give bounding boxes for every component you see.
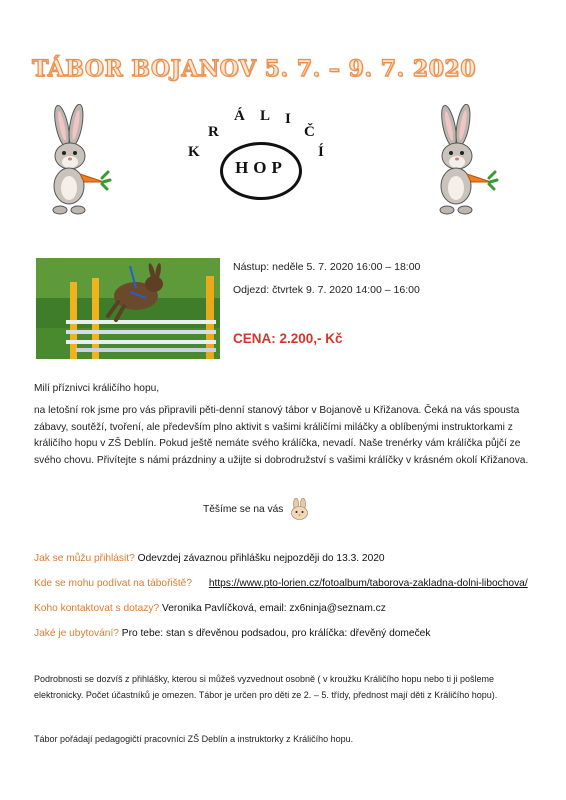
letter-paragraph: na letošní rok jsme pro vás připravili pěti-denní stanový tábor v Bojanově u Křižanova. Čeká na vás spousta zábavy, soutěží, tvoření, ale především plno aktivit s vašimi králičími miláčky a oblíbenými instruktorkami z králičího hopu v ZŠ Deblín. Pokud ještě nemáte svého králíčka, nevadí. Naše trenérky vám králíčka půjčí ze svého chovu. Přivítejte s námi prázdniny a užijte si dobrodružství s vašimi králíčky v krásném okolí Křižanova.	[34, 405, 529, 466]
letter-closing	[203, 498, 313, 520]
logo-letter: Á	[234, 108, 245, 124]
campsite-link[interactable]: https://www.pto-lorien.cz/fotoalbum/taborova-zakladna-dolni-libochova/	[208, 578, 528, 589]
arrival-info: Nástup: neděle 5. 7. 2020 16:00 – 18:00	[233, 261, 421, 273]
faq-item	[34, 628, 430, 639]
rabbit-jumping-photo	[36, 258, 220, 359]
logo-letter: I	[285, 111, 291, 127]
logo-letter: Í	[318, 144, 324, 160]
faq-answer: Pro tebe: stan s dřevěnou podsadou, pro králíčka: dřevěný domeček	[121, 628, 431, 639]
logo-letter: K	[188, 144, 200, 160]
faq-question: Jaké je ubytování?	[34, 628, 119, 639]
price-label: CENA: 2.200,- Kč	[233, 331, 343, 346]
faq-question: Jak se můžu přihlásit?	[34, 553, 135, 564]
letter-greeting: Milí příznivci králičího hopu,	[34, 383, 160, 394]
faq-answer: Veronika Pavlíčková, email: zx6ninja@seznam.cz	[162, 603, 386, 614]
logo-hop-text: HOP	[235, 158, 287, 177]
logo-letter: L	[260, 108, 271, 124]
kralici-hop-logo	[172, 102, 352, 232]
logo-letter: R	[208, 124, 219, 140]
faq-answer: Odevzdej závaznou přihlášku nejpozději do 13.3. 2020	[137, 553, 385, 564]
faq-item	[34, 553, 385, 564]
departure-info: Odjezd: čtvrtek 9. 7. 2020 14:00 – 16:00	[233, 284, 420, 296]
bunny-face-icon	[287, 498, 313, 520]
rabbit-with-carrot-illustration	[427, 104, 499, 219]
faq-item	[34, 603, 386, 614]
details-text: Podrobnosti se dozvíš z přihlášky, kterou si můžeš vyzvednout osobně ( v kroužku Králičího hopu nebo ti ji pošleme elektronicky. Počet účastníků je omezen. Tábor je určen pro děti ze 2. – 5. třídy, přednost mají děti z Králičího hopu).	[34, 674, 498, 700]
faq-question: Koho kontaktovat s dotazy?	[34, 603, 160, 614]
organizers-text: Tábor pořádají pedagogičtí pracovníci ZŠ Deblín a instruktorky z Králičího hopu.	[34, 734, 354, 744]
faq-item	[34, 578, 528, 589]
faq-question: Kde se mohu podívat na tábořiště?	[34, 578, 193, 589]
rabbit-with-carrot-illustration	[40, 104, 112, 219]
page-title: TÁBOR BOJANOV 5. 7. – 9. 7. 2020	[32, 56, 477, 82]
logo-letter: Č	[304, 124, 315, 140]
closing-text: Těšíme se na vás	[203, 503, 284, 515]
